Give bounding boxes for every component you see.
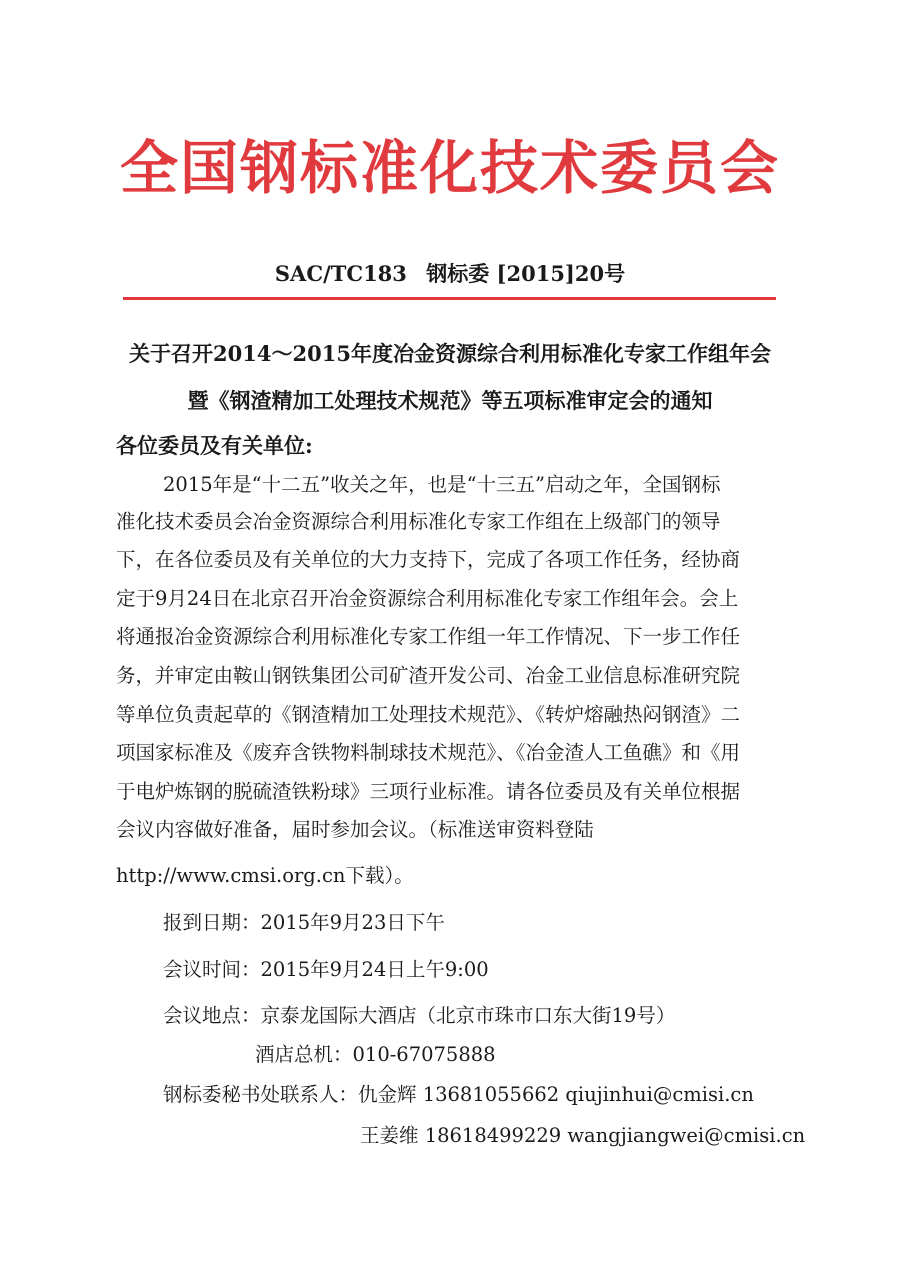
- notice-title-line-1: 关于召开2014～2015年度冶金资源综合利用标准化专家工作组年会: [129, 341, 771, 366]
- header-red-rule: [123, 297, 776, 300]
- contact-person-2: 王姜维 18618499229 wangjiangwei@cmisi.cn: [360, 1124, 806, 1147]
- body-line: 2015年是“十二五”收关之年，也是“十三五”启动之年，全国钢标: [163, 473, 721, 496]
- contact-person-1: 钢标委秘书处联系人：仇金辉 13681055662 qiujinhui@cmisi.cn: [163, 1083, 754, 1106]
- body-line: http://www.cmsi.org.cn下载）。: [116, 864, 414, 887]
- salutation: 各位委员及有关单位:: [116, 433, 313, 458]
- body-line: 定于9月24日在北京召开冶金资源综合利用标准化专家工作组年会。会上: [116, 587, 739, 610]
- body-line: 会议内容做好准备，届时参加会议。（标准送审资料登陆: [116, 818, 594, 841]
- body-line: 务，并审定由鞍山钢铁集团公司矿渣开发公司、冶金工业信息标准研究院: [116, 664, 741, 687]
- body-line: 将通报冶金资源综合利用标准化专家工作组一年工作情况、下一步工作任: [116, 625, 741, 648]
- body-line: 下，在各位委员及有关单位的大力支持下，完成了各项工作任务，经协商: [116, 548, 741, 571]
- hotel-phone: 酒店总机：010-67075888: [255, 1043, 496, 1066]
- body-line: 等单位负责起草的《钢渣精加工处理技术规范》、《转炉熔融热闷钢渣》二: [116, 703, 741, 726]
- document-number: [0, 258, 900, 290]
- body-line: 项国家标准及《废弃含铁物料制球技术规范》、《冶金渣人工鱼礁》和《用: [116, 741, 741, 764]
- document-reference: 钢标委 [2015]20号: [426, 261, 626, 286]
- issuer-title: 全国钢标准化技术委员会: [119, 134, 780, 202]
- registration-date: 报到日期：2015年9月23日下午: [163, 911, 445, 934]
- body-line: 于电炉炼钢的脱硫渣铁粉球》三项行业标准。请各位委员及有关单位根据: [116, 780, 741, 803]
- standard-committee-code: SAC/TC183: [274, 261, 407, 286]
- meeting-time: 会议时间：2015年9月24日上午9:00: [163, 958, 489, 981]
- meeting-venue: 会议地点：京泰龙国际大酒店（北京市珠市口东大街19号）: [163, 1004, 676, 1027]
- notice-title-line-2: 暨《钢渣精加工处理技术规范》等五项标准审定会的通知: [187, 388, 713, 413]
- body-line: 准化技术委员会冶金资源综合利用标准化专家工作组在上级部门的领导: [116, 510, 721, 533]
